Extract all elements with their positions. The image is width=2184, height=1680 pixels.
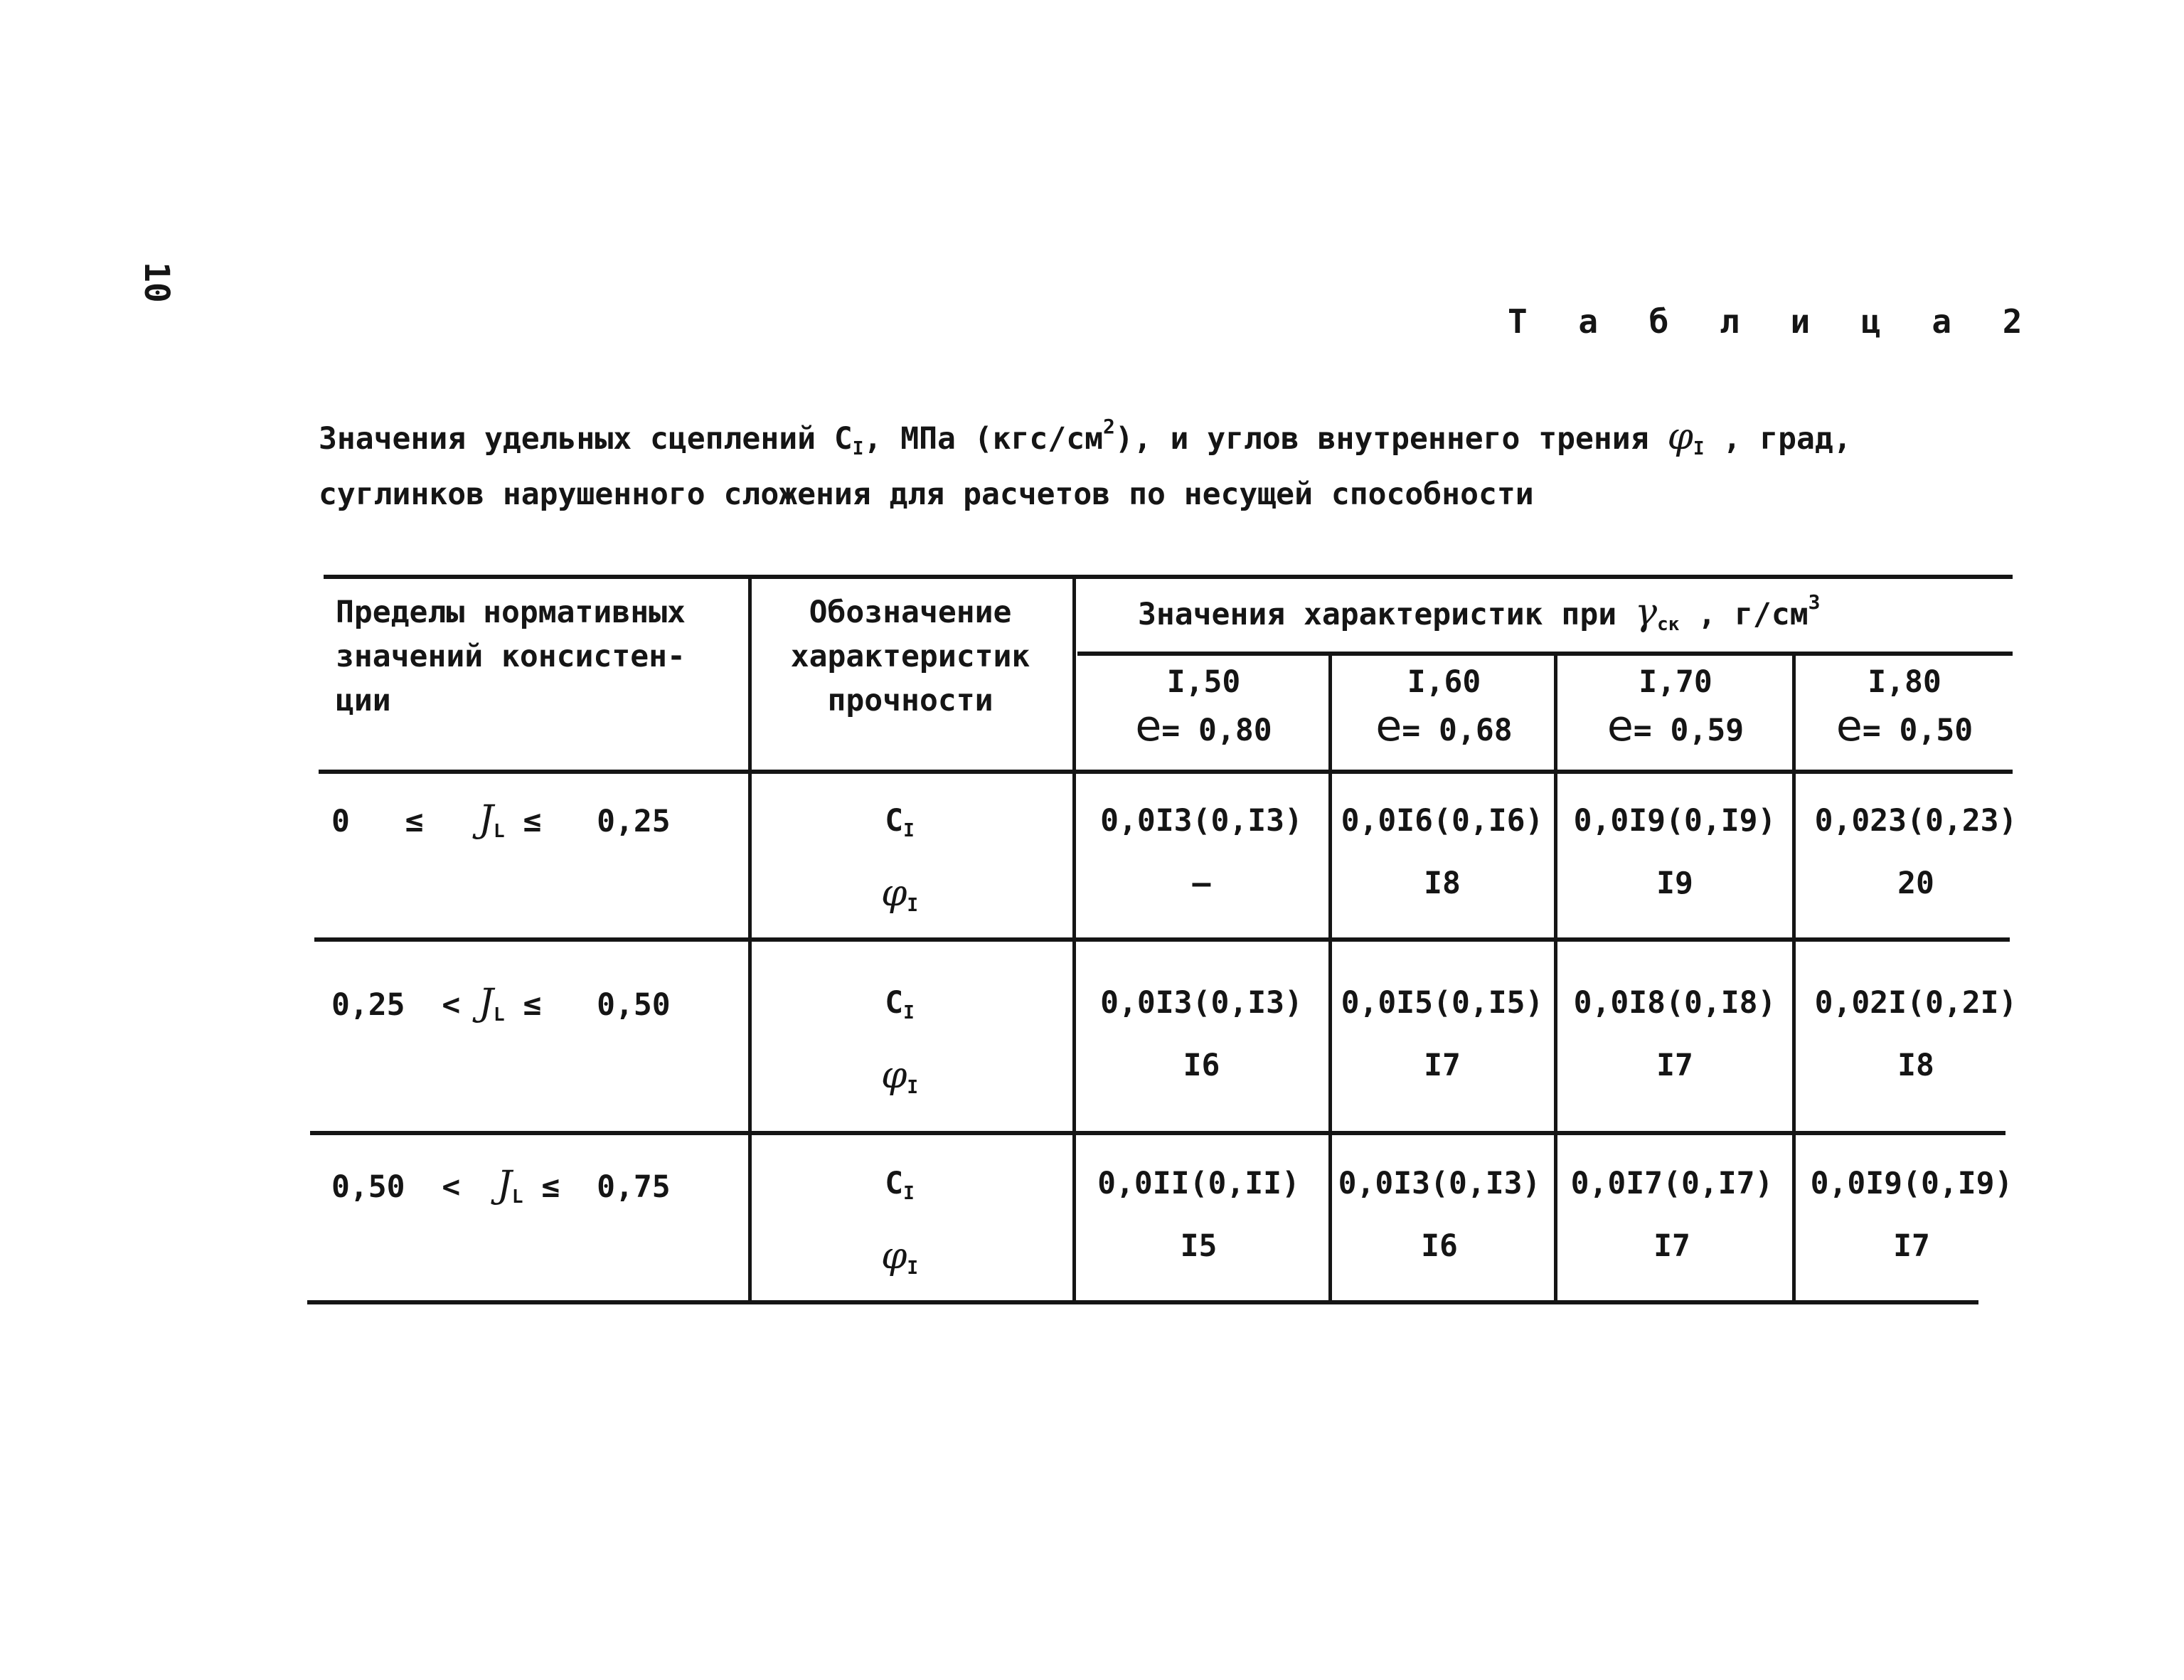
phi-symbol: φ [1667, 415, 1693, 458]
header-consistency-limits: Пределы нормативных значений консистен- ции [336, 595, 686, 718]
consistency-range: $0,50 < J_L \le 0,75$ [331, 1164, 671, 1208]
table-cell: 0,0I5(0,I5) I7 [1341, 985, 1544, 1083]
consistency-range: 0 ≤ $J_L$ ≤ 0,25 [331, 798, 671, 842]
table-rule-top [324, 575, 2013, 579]
strength-symbols: $C_I$ $\varphi_I$ [880, 985, 919, 1098]
table-cell: 0,0I3(0,I3) I6 [1338, 1166, 1541, 1264]
table-cell: 0,02I(0,2I) I8 [1814, 985, 2018, 1083]
strength-symbols: $C_I$ $\varphi_I$ [880, 803, 919, 916]
table-cell: 0,023(0,23) 20 [1814, 803, 2018, 901]
caption-line-1: Значения удельных сцеплений $С_I$, МПа $(кгс/см^2)$, и углов внутреннего трения $\varphi_I$ , град, [319, 415, 1852, 459]
table-col-divider-1 [748, 575, 752, 1304]
consistency-range: $0,25 < J_L$ ≤ 0,50 [331, 982, 671, 1026]
table-label: Т а б л и ц а 2 [1508, 302, 2038, 341]
density-header: I,60 e= 0,68 [1375, 664, 1513, 751]
table-cell: 0,0II(0,II) I5 [1097, 1166, 1300, 1264]
table-cell: 0,0I9(0,I9) I9 [1573, 803, 1777, 901]
table-cell: 0,0I7(0,I7) I7 [1570, 1166, 1774, 1264]
table-cell: 0,0I6(0,I6) I8 [1341, 803, 1544, 901]
table-caption [319, 404, 1954, 517]
table-cell: 0,0I3(0,I3) I6 [1100, 985, 1303, 1083]
table-rule-row-2 [310, 1131, 2005, 1135]
table-cell: 0,0I3(0,I3) — [1100, 803, 1303, 901]
table-cell: 0,0I9(0,I9) I7 [1810, 1166, 2013, 1264]
table-rule-bottom [307, 1300, 1978, 1304]
page-number: 10 [137, 262, 176, 303]
strength-symbols: $C_I$ $\varphi_I$ [880, 1166, 919, 1279]
table-rule-subheader [1077, 652, 2013, 656]
density-header: I,80 e= 0,50 [1836, 664, 1973, 751]
table-rule-header-bottom [319, 770, 2013, 774]
density-header: I,50 e= 0,80 [1135, 664, 1272, 751]
caption-line-2: суглинков нарушенного сложения для расчетов по несущей способности [319, 477, 1534, 512]
header-strength-designation: Обозначение характеристик прочности [790, 595, 1030, 718]
header-values-at-density: Значения характеристик при $\gamma_{ск}$ , $г/см^3$ [1138, 590, 1821, 635]
density-header: I,70 e= 0,59 [1607, 664, 1744, 751]
table-cell: 0,0I8(0,I8) I7 [1573, 985, 1777, 1083]
table-rule-row-1 [314, 937, 2010, 942]
